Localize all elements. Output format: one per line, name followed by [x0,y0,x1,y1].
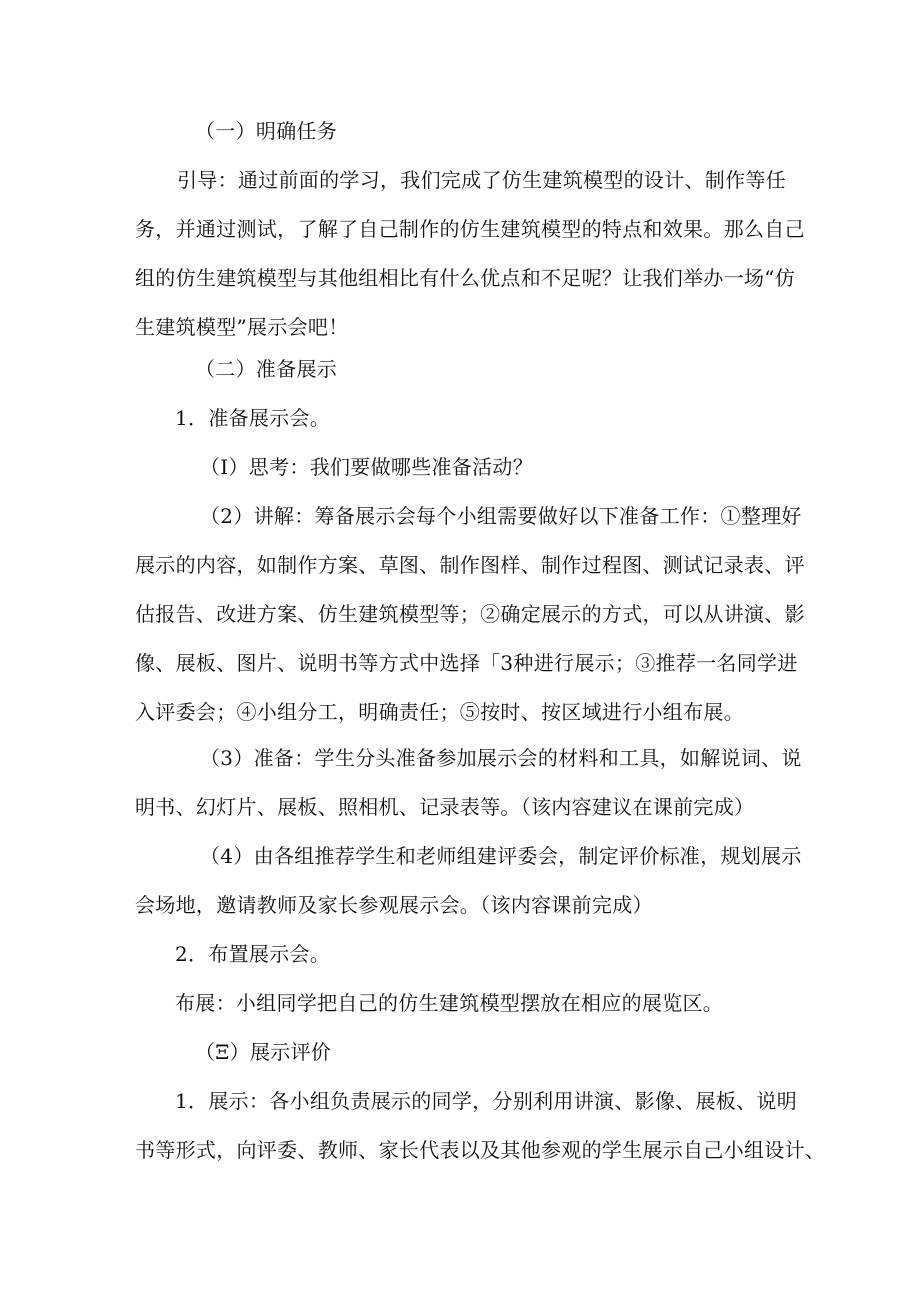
item-display [135,1077,826,1175]
text-line: （二）准备展示 [195,357,338,381]
text-line: （Ξ）展示评价 [195,1040,332,1064]
item-arrange-exhibition [175,930,795,979]
text-line: 务，并通过测试，了解了自己制作的仿生建筑模型的特点和效果。那么自己 [135,217,805,241]
text-line: 会场地，邀请教师及家长参观展示会。（该内容课前完成） [135,893,653,917]
text-line: 入评委会；④小组分工，明确责任；⑤按时、按区域进行小组布展。 [135,700,744,724]
text-line: （一）明确任务 [195,119,338,143]
text-line: （3）准备：学生分头准备参加展示会的材料和工具，如解说词、说 [200,746,802,770]
text-line: 引导：通过前面的学习，我们完成了仿生建筑模型的设计、制作等任 [177,168,786,192]
text-line: 布展：小组同学把自己的仿生建筑模型摆放在相应的展览区。 [175,991,724,1015]
section-heading-prepare-display [195,345,815,394]
text-line: 明书、幻灯片、展板、照相机、记录表等。（该内容建议在课前完成） [135,795,755,819]
text-line: （2）讲解：筹备展示会每个小组需要做好以下准备工作：①整理好 [200,504,802,528]
text-line: 书等形式，向评委、教师、家长代表以及其他参观的学生展示自己小组设计、 [135,1138,826,1162]
section-heading-clarify-task [195,107,815,156]
text-line: 1．展示：各小组负责展示的同学，分别利用讲演、影像、展板、说明 [175,1089,798,1113]
text-line: 1．准备展示会。 [175,406,331,430]
item-prepare-exhibition [175,394,795,443]
text-line: 像、展板、图片、说明书等方式中选择「3种进行展示；③推荐一名同学进 [135,651,798,675]
item-explain [135,492,820,737]
paragraph-setup [175,979,795,1028]
item-jury [135,832,820,930]
text-line: （4）由各组推荐学生和老师组建评委会，制定评价标准，规划展示 [200,844,802,868]
text-line: 2．布置展示会。 [175,942,331,966]
item-think [200,443,820,492]
section-heading-display-evaluation [195,1028,815,1077]
text-line: 估报告、改进方案、仿生建筑模型等；②确定展示的方式，可以从讲演、影 [135,602,805,626]
item-preparation [135,734,820,832]
paragraph-introduction [135,156,805,352]
text-line: 组的仿生建筑模型与其他组相比有什么优点和不足呢？让我们举办一场“仿 [135,266,796,290]
text-line: 展示的内容，如制作方案、草图、制作图样、制作过程图、测试记录表、评 [135,553,805,577]
text-line: 生建筑模型”展示会吧！ [135,315,349,339]
text-line: （I）思考：我们要做哪些准备活动？ [200,455,533,479]
